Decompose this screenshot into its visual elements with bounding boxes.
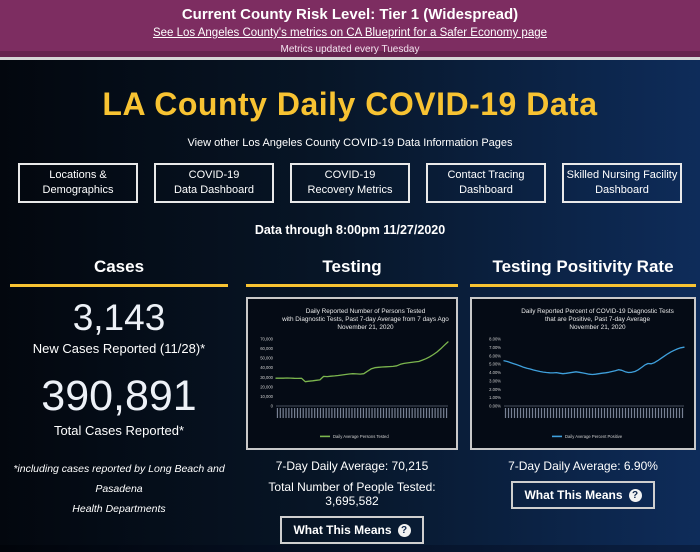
nav-button-label: COVID-19 xyxy=(324,168,376,181)
svg-text:2.00%: 2.00% xyxy=(489,386,501,392)
svg-text:8.00%: 8.00% xyxy=(489,336,501,342)
metrics-columns xyxy=(0,257,700,544)
nav-button-covid19-data-dashboard[interactable] xyxy=(154,163,274,203)
risk-level-title: Current County Risk Level: Tier 1 (Widespread) xyxy=(181,6,519,23)
nav-button-label: Data Dashboard xyxy=(173,184,255,196)
cases-footnote-line1: *including cases reported by Long Beach and Pasadena xyxy=(13,463,225,495)
svg-text:10,000: 10,000 xyxy=(260,394,273,399)
positivity-what-this-means-button[interactable] xyxy=(511,481,654,509)
new-cases-value: 3,143 xyxy=(72,297,166,338)
nav-button-label: Dashboard xyxy=(595,184,649,196)
total-cases-label: Total Cases Reported* xyxy=(53,423,185,438)
svg-text:0.00%: 0.00% xyxy=(489,403,501,409)
svg-text:5.00%: 5.00% xyxy=(489,361,501,367)
svg-text:1.00%: 1.00% xyxy=(489,395,501,401)
testing-heading: Testing xyxy=(322,257,382,276)
svg-text:40,000: 40,000 xyxy=(260,365,273,371)
positivity-heading: Testing Positivity Rate xyxy=(492,257,674,276)
svg-text:50,000: 50,000 xyxy=(260,355,273,361)
what-this-means-label: What This Means xyxy=(524,488,623,502)
question-icon: ? xyxy=(398,524,411,537)
svg-text:60,000: 60,000 xyxy=(260,346,273,351)
svg-text:7.00%: 7.00% xyxy=(489,344,501,350)
positivity-column xyxy=(470,257,696,509)
svg-text:November 21, 2020: November 21, 2020 xyxy=(337,324,394,331)
page-title: LA County Daily COVID-19 Data xyxy=(102,86,598,122)
cases-column xyxy=(10,257,228,520)
nav-button-label: Contact Tracing xyxy=(447,168,525,181)
nav-button-label: Recovery Metrics xyxy=(307,184,393,196)
positivity-chart-box xyxy=(470,297,696,450)
total-cases-value: 390,891 xyxy=(41,372,197,420)
question-icon: ? xyxy=(629,489,642,502)
svg-text:that are Positive, Past 7-day: that are Positive, Past 7-day Average xyxy=(544,316,651,323)
svg-text:4.00%: 4.00% xyxy=(489,370,501,376)
svg-text:Daily Reported Percent of COVI: Daily Reported Percent of COVID-19 Diagnostic Tests xyxy=(521,308,674,315)
metrics-update-note: Metrics updated every Tuesday xyxy=(280,44,420,55)
nav-button-contact-tracing[interactable] xyxy=(426,163,546,203)
svg-text:3.00%: 3.00% xyxy=(489,378,501,384)
risk-level-banner xyxy=(0,0,700,57)
svg-text:Daily Average Persons Tested: Daily Average Persons Tested xyxy=(333,434,389,439)
page-subtitle: View other Los Angeles County COVID-19 Data Information Pages xyxy=(187,137,513,149)
testing-what-this-means-button[interactable] xyxy=(280,516,423,544)
testing-chart-box xyxy=(246,297,458,450)
nav-button-label: Demographics xyxy=(42,184,114,196)
cases-footnote xyxy=(10,460,228,520)
testing-total-people-tested: Total Number of People Tested: 3,695,582 xyxy=(268,480,436,508)
data-through-timestamp: Data through 8:00pm 11/27/2020 xyxy=(254,223,446,237)
svg-text:with Diagnostic Tests, Past 7-: with Diagnostic Tests, Past 7-day Average from 7 days Ago xyxy=(282,316,449,323)
svg-text:0: 0 xyxy=(270,403,273,409)
nav-button-label: Dashboard xyxy=(459,184,513,196)
svg-text:Daily Reported Number of Perso: Daily Reported Number of Persons Tested xyxy=(305,308,426,315)
what-this-means-label: What This Means xyxy=(293,523,392,537)
testing-7day-average: 7-Day Daily Average: 70,215 xyxy=(275,459,429,473)
nav-button-label: Locations & xyxy=(49,168,107,181)
bottom-edge-strip xyxy=(0,545,700,552)
blueprint-metrics-link[interactable]: See Los Angeles County's metrics on CA Blueprint for a Safer Economy page xyxy=(152,27,548,39)
positivity-7day-average: 7-Day Daily Average: 6.90% xyxy=(508,459,658,473)
dashboard-nav-row xyxy=(0,163,700,203)
nav-button-locations-demographics[interactable] xyxy=(18,163,138,203)
positivity-heading-underline xyxy=(470,284,696,287)
cases-heading-underline xyxy=(10,284,228,287)
cases-footnote-line2: Health Departments xyxy=(72,502,166,515)
new-cases-label: New Cases Reported (11/28)* xyxy=(32,341,206,356)
testing-heading-underline xyxy=(246,284,458,287)
nav-button-label: COVID-19 xyxy=(188,168,240,181)
nav-button-label: Skilled Nursing Facility xyxy=(566,168,678,181)
svg-text:6.00%: 6.00% xyxy=(489,353,501,359)
svg-text:30,000: 30,000 xyxy=(260,374,273,380)
nav-button-skilled-nursing[interactable] xyxy=(562,163,682,203)
svg-text:20,000: 20,000 xyxy=(260,384,273,390)
svg-text:Daily Average Percent Positive: Daily Average Percent Positive xyxy=(565,434,623,439)
testing-chart xyxy=(249,300,455,447)
svg-text:70,000: 70,000 xyxy=(260,336,273,342)
positivity-chart xyxy=(473,300,691,447)
cases-heading: Cases xyxy=(93,257,145,276)
testing-column xyxy=(246,257,458,544)
nav-button-recovery-metrics[interactable] xyxy=(290,163,410,203)
banner-separator xyxy=(0,57,700,60)
svg-text:November 21, 2020: November 21, 2020 xyxy=(569,324,626,331)
